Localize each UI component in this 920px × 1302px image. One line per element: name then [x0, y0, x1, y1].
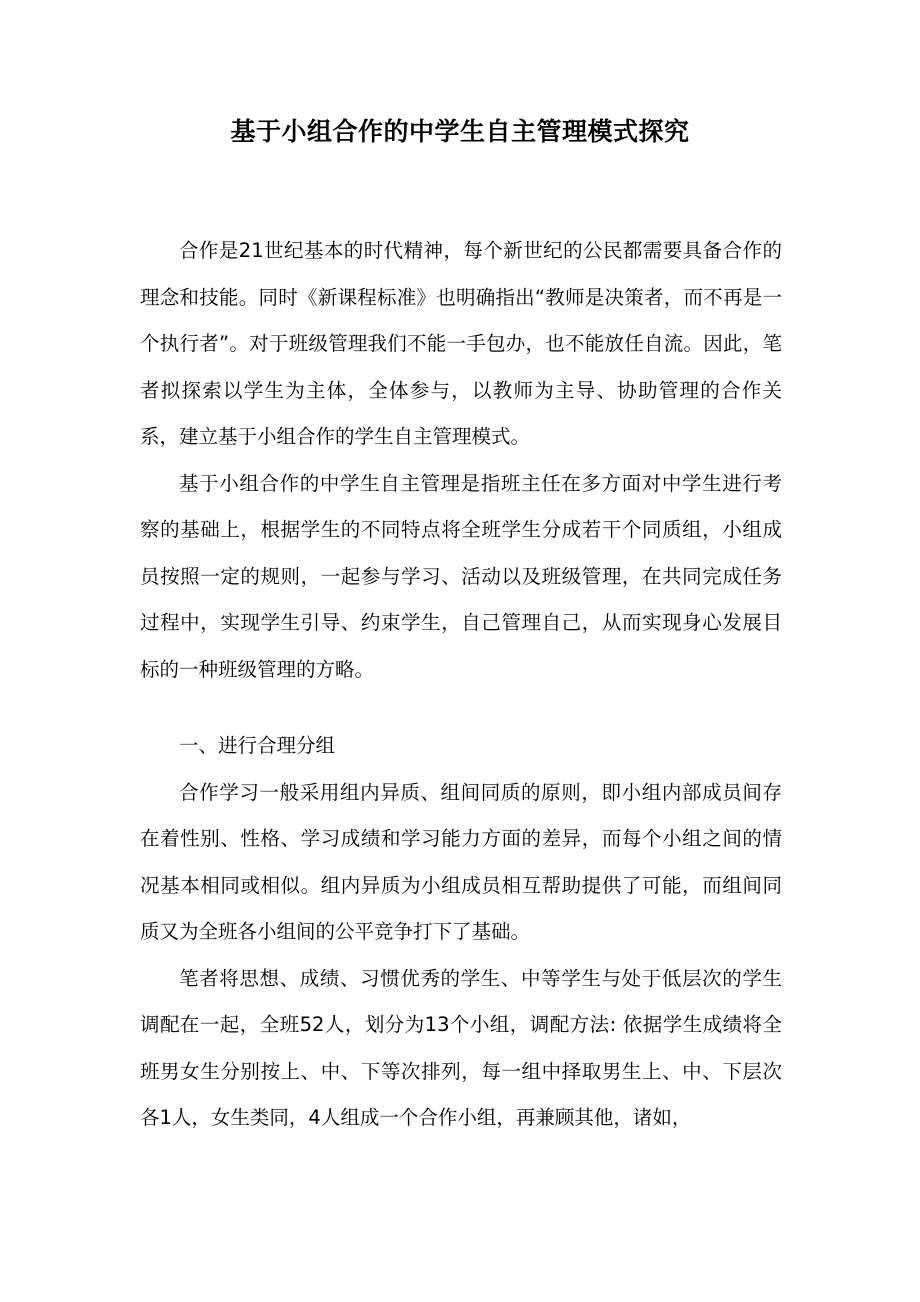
section-paragraph-2: 笔者将思想、成绩、习惯优秀的学生、中等学生与处于低层次的学生调配在一起，全班52人，划分为13个小组，调配方法: 依据学生成绩将全班男女生分别按上、中、下等次排列，每一组中择取男生上、中、下层次各1人，女生类同，4人组成一个合作小组，再兼顾其他，诸如， [140, 966, 782, 1129]
section-heading: 一、进行合理分组 [179, 734, 336, 757]
intro-paragraph-1: 合作是21世纪基本的时代精神，每个新世纪的公民都需要具备合作的理念和技能。同时《新课程标准》也明确指出“教师是决策者，而不再是一个执行者”。对于班级管理我们不能一手包办，也不能放任自流。因此，笔者拟探索以学生为主体，全体参与，以教师为主导、协助管理的合作关系，建立基于小组合作的学生自主管理模式。 [140, 239, 782, 448]
intro-section [140, 228, 782, 693]
document-title: 基于小组合作的中学生自主管理模式探究 [230, 117, 690, 146]
intro-paragraph-2: 基于小组合作的中学生自主管理是指班主任在多方面对中学生进行考察的基础上，根据学生的不同特点将全班学生分成若干个同质组，小组成员按照一定的规则，一起参与学习、活动以及班级管理，在共同完成任务过程中，实现学生引导、约束学生，自己管理自己，从而实现身心发展目标的一种班级管理的方略。 [140, 471, 782, 681]
section-paragraph-1: 合作学习一般采用组内异质、组间同质的原则，即小组内部成员间存在着性别、性格、学习成绩和学习能力方面的差异，而每个小组之间的情况基本相同或相似。组内异质为小组成员相互帮助提供了可能，而组间同质又为全班各小组间的公平竞争打下了基础。 [140, 780, 782, 943]
section-grouping [140, 723, 782, 1142]
